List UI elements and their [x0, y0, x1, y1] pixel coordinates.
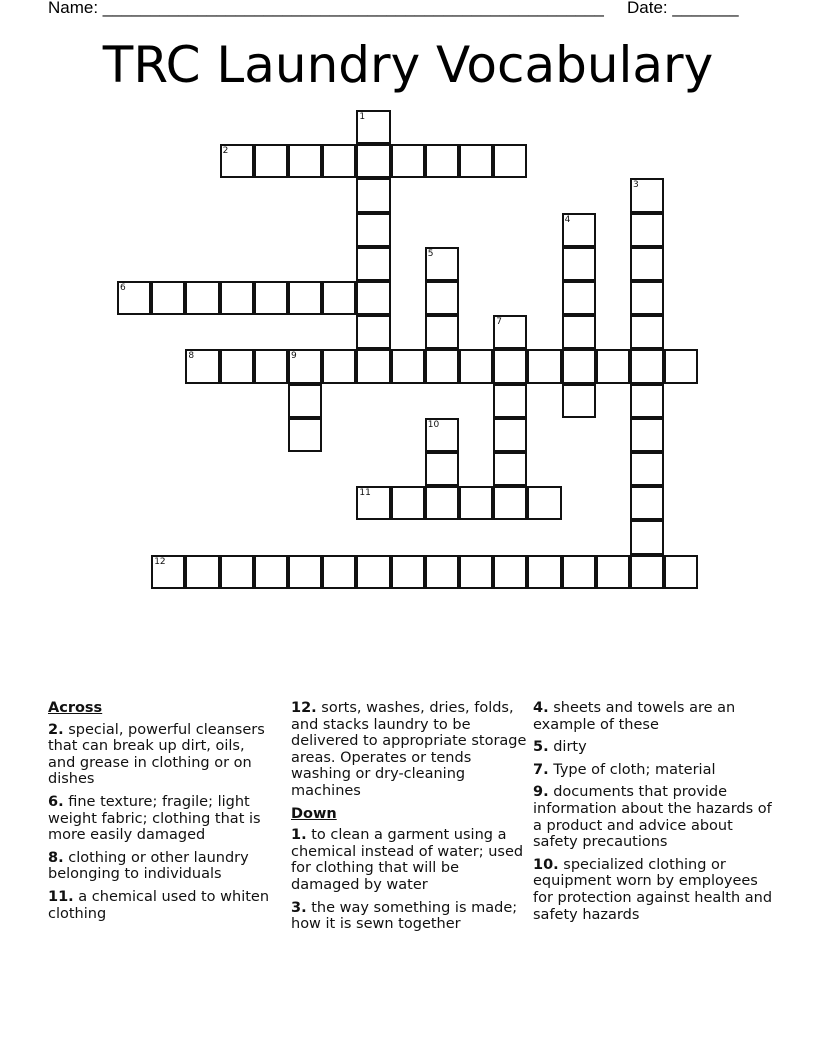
crossword-cell[interactable]: [254, 281, 288, 315]
crossword-cell[interactable]: [527, 486, 561, 520]
crossword-cell[interactable]: [493, 315, 527, 349]
crossword-cell[interactable]: [630, 349, 664, 383]
clue-down-7: [533, 762, 773, 779]
clue-down-3: [291, 900, 527, 933]
crossword-cell[interactable]: [220, 349, 254, 383]
crossword-cell[interactable]: [220, 144, 254, 178]
crossword-cell[interactable]: [630, 452, 664, 486]
clue-across-6: [48, 794, 276, 844]
crossword-cell[interactable]: [562, 555, 596, 589]
clue-across-8: [48, 850, 276, 883]
crossword-cell[interactable]: [425, 247, 459, 281]
crossword-cell[interactable]: [493, 418, 527, 452]
crossword-cell[interactable]: [630, 520, 664, 554]
crossword-cell[interactable]: [288, 144, 322, 178]
crossword-cell[interactable]: [630, 486, 664, 520]
crossword-cell[interactable]: [630, 384, 664, 418]
crossword-cell[interactable]: [493, 555, 527, 589]
crossword-cell[interactable]: [596, 555, 630, 589]
crossword-cell[interactable]: [425, 349, 459, 383]
clue-number: 1.: [291, 827, 307, 844]
crossword-cell[interactable]: [664, 349, 698, 383]
clue-text: dirty: [548, 739, 587, 756]
crossword-cell[interactable]: [596, 349, 630, 383]
clue-down-10: [533, 857, 773, 923]
crossword-cell[interactable]: [356, 178, 390, 212]
crossword-cell[interactable]: [356, 144, 390, 178]
crossword-cell[interactable]: [630, 315, 664, 349]
clues-column-1: [48, 700, 276, 928]
clue-number-label: 6: [120, 283, 126, 293]
clue-number-label: 1: [359, 112, 366, 122]
name-field-label[interactable]: Name: _____________________________________________________: [48, 0, 604, 17]
crossword-cell[interactable]: [322, 281, 356, 315]
across-heading: Across: [48, 700, 103, 716]
down-heading: Down: [291, 805, 337, 822]
clue-across-11: [48, 889, 276, 922]
crossword-cell[interactable]: [425, 452, 459, 486]
clue-number: 4.: [533, 700, 549, 716]
clue-number: 3.: [291, 899, 307, 916]
crossword-cell[interactable]: [288, 555, 322, 589]
clue-down-4: [533, 700, 773, 733]
crossword-cell[interactable]: [562, 213, 596, 247]
clue-number-label: 12: [154, 556, 166, 567]
clue-text: sheets and towels are an example of these: [533, 700, 736, 733]
clue-text: to clean a garment using a chemical instead of water; used for clothing that will be damaged by water: [291, 827, 524, 893]
clue-number: 11.: [48, 888, 74, 905]
crossword-cell[interactable]: [254, 144, 288, 178]
crossword-cell[interactable]: [356, 555, 390, 589]
crossword-cell[interactable]: [562, 315, 596, 349]
crossword-cell[interactable]: [288, 349, 322, 383]
clue-number: 8.: [48, 849, 64, 866]
crossword-cell[interactable]: [425, 486, 459, 520]
crossword-cell[interactable]: [391, 555, 425, 589]
clue-text: documents that provide information about the hazards of a product and advice about safety precautions: [533, 784, 772, 851]
crossword-cell[interactable]: [322, 349, 356, 383]
crossword-cell[interactable]: [356, 349, 390, 383]
crossword-cell[interactable]: [562, 281, 596, 315]
crossword-cell[interactable]: [630, 418, 664, 452]
clue-number-label: 9: [291, 351, 297, 362]
crossword-cell[interactable]: [356, 247, 390, 281]
crossword-cell[interactable]: [322, 144, 356, 178]
clue-down-5: [533, 739, 773, 756]
clue-across-2: [48, 722, 276, 788]
clue-across-12: [291, 700, 527, 800]
clue-number-label: 8: [188, 351, 195, 362]
crossword-cell[interactable]: [391, 486, 425, 520]
crossword-cell[interactable]: [493, 349, 527, 383]
clue-number-label: 3: [633, 180, 639, 191]
crossword-cell[interactable]: [493, 452, 527, 486]
crossword-cell[interactable]: [288, 384, 322, 418]
clue-number: 9.: [533, 784, 549, 801]
clue-number: 7.: [533, 761, 549, 778]
clue-down-1: [291, 827, 527, 893]
crossword-cell[interactable]: [356, 110, 390, 144]
clue-number-label: 11: [359, 488, 371, 499]
crossword-cell[interactable]: [425, 281, 459, 315]
clue-number-label: 5: [427, 248, 434, 259]
clue-text: special, powerful cleansers that can break up dirt, oils, and grease in clothing or on dishes: [48, 721, 265, 788]
clue-number: 12.: [291, 700, 317, 716]
crossword-cell[interactable]: [288, 281, 322, 315]
crossword-cell[interactable]: [459, 486, 493, 520]
crossword-cell[interactable]: [562, 384, 596, 418]
crossword-cell[interactable]: [151, 281, 185, 315]
crossword-cell[interactable]: [493, 486, 527, 520]
crossword-cell[interactable]: [391, 144, 425, 178]
crossword-cell[interactable]: [185, 281, 219, 315]
crossword-cell[interactable]: [185, 555, 219, 589]
crossword-cell[interactable]: [254, 349, 288, 383]
clue-number-label: 7: [496, 317, 502, 328]
crossword-cell[interactable]: [459, 349, 493, 383]
crossword-cell[interactable]: [391, 349, 425, 383]
crossword-cell[interactable]: [220, 281, 254, 315]
crossword-cell[interactable]: [425, 144, 459, 178]
crossword-cell[interactable]: [664, 555, 698, 589]
crossword-cell[interactable]: [356, 486, 390, 520]
crossword-cell[interactable]: [562, 349, 596, 383]
clue-text: Type of cloth; material: [548, 761, 716, 778]
crossword-cell[interactable]: [630, 555, 664, 589]
crossword-cell[interactable]: [493, 144, 527, 178]
clues-column-2: [291, 700, 527, 939]
crossword-cell[interactable]: [254, 555, 288, 589]
clue-number-label: 10: [427, 419, 440, 430]
crossword-cell[interactable]: [630, 213, 664, 247]
crossword-cell[interactable]: [117, 281, 151, 315]
crossword-cell[interactable]: [356, 315, 390, 349]
crossword-cell[interactable]: [151, 555, 185, 589]
clue-text: sorts, washes, dries, folds, and stacks laundry to be delivered to appropriate storage areas. Operates or tends washing or dry-cleaning machines: [291, 700, 527, 799]
page-title: TRC Laundry Vocabulary: [102, 36, 714, 94]
crossword-cell[interactable]: [425, 418, 459, 452]
crossword-cell[interactable]: [356, 281, 390, 315]
clue-number-label: 2: [222, 146, 229, 157]
crossword-cell[interactable]: [425, 555, 459, 589]
clue-number: 10.: [533, 856, 559, 873]
crossword-cell[interactable]: [493, 384, 527, 418]
clue-number: 5.: [533, 739, 549, 756]
crossword-cell[interactable]: [630, 281, 664, 315]
clue-down-9: [533, 784, 773, 850]
clue-text: the way something is made; how it is sewn together: [291, 899, 518, 933]
crossword-cell[interactable]: [220, 555, 254, 589]
crossword-cell[interactable]: [527, 555, 561, 589]
clues-column-3: [533, 700, 773, 929]
clue-number: 6.: [48, 793, 64, 810]
crossword-cell[interactable]: [630, 178, 664, 212]
crossword-cell[interactable]: [562, 247, 596, 281]
crossword-cell[interactable]: [459, 555, 493, 589]
clue-number: 2.: [48, 721, 64, 738]
clue-text: specialized clothing or equipment worn by employees for protection against health and safety hazards: [533, 856, 773, 923]
crossword-cell[interactable]: [288, 418, 322, 452]
clue-number-label: 4: [564, 214, 571, 225]
clue-text: clothing or other laundry belonging to individuals: [48, 849, 249, 883]
crossword-cell[interactable]: [630, 247, 664, 281]
crossword-cell[interactable]: [425, 315, 459, 349]
crossword-cell[interactable]: [185, 349, 219, 383]
date-field-label[interactable]: Date: _______: [627, 0, 739, 17]
crossword-cell[interactable]: [322, 555, 356, 589]
clue-text: fine texture; fragile; light weight fabric; clothing that is more easily damaged: [48, 793, 261, 844]
clue-text: a chemical used to whiten clothing: [48, 888, 270, 922]
crossword-cell[interactable]: [356, 213, 390, 247]
crossword-cell[interactable]: [459, 144, 493, 178]
crossword-cell[interactable]: [527, 349, 561, 383]
